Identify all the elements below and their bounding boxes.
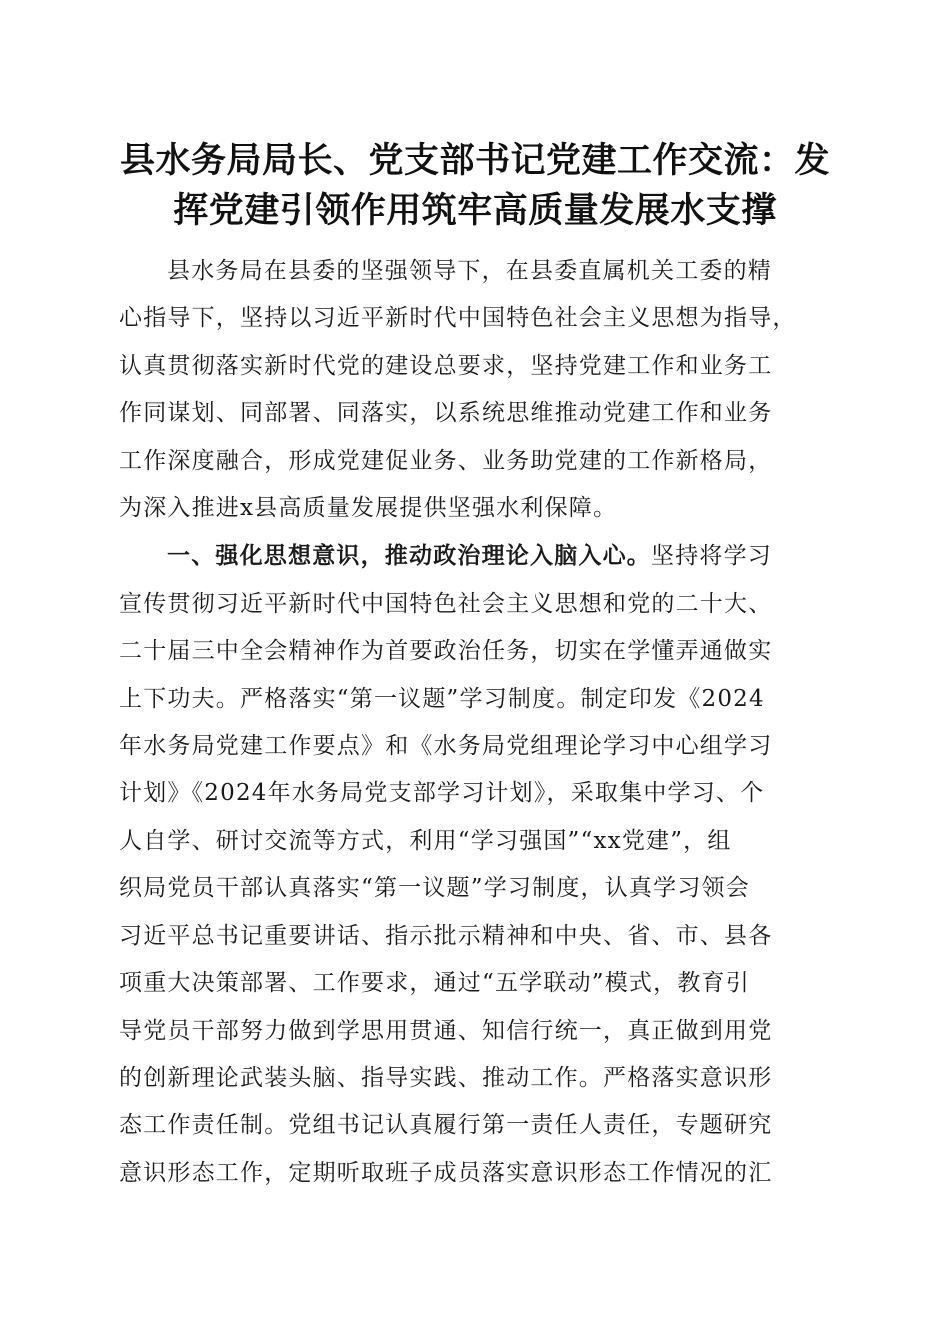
text-line: 年水务局党建工作要点》和《水务局党组理论学习中心组学习	[119, 733, 773, 760]
section-1-first-line-rest: 坚持将学习	[651, 543, 772, 570]
document-body	[119, 248, 829, 1197]
text-line: 计划》《2024年水务局党支部学习计划》，采取集中学习、个	[119, 780, 765, 807]
text-line: 县水务局在县委的坚强领导下，在县委直属机关工委的精	[167, 258, 772, 284]
text-line: 织局党员干部认真落实“第一议题”学习制度，认真学习领会	[119, 875, 750, 902]
text-line: 心指导下，坚持以习近平新时代中国特色社会主义思想为指导，	[119, 305, 797, 332]
document-title	[100, 136, 850, 236]
title-line-1: 县水务局局长、党支部书记党建工作交流：发	[119, 140, 830, 181]
text-line: 工作深度融合，形成党建促业务、业务助党建的工作新格局，	[119, 447, 773, 474]
section-1-paragraph	[119, 532, 829, 1197]
text-line: 宣传贯彻习近平新时代中国特色社会主义思想和党的二十大、	[119, 590, 773, 617]
text-line: 人自学、研讨交流等方式，利用“学习强国”“xx党建”，组	[119, 827, 732, 854]
text-line: 意识形态工作，定期听取班子成员落实意识形态工作情况的汇	[119, 1159, 773, 1186]
text-line: 项重大决策部署、工作要求，通过“五学联动”模式，教育引	[119, 970, 750, 997]
text-line: 为深入推进x县高质量发展提供坚强水利保障。	[119, 495, 618, 522]
intro-paragraph	[119, 248, 829, 532]
text-line: 习近平总书记重要讲话、指示批示精神和中央、省、市、县各	[119, 922, 773, 949]
text-line: 作同谋划、同部署、同落实，以系统思维推动党建工作和业务	[119, 400, 773, 427]
text-line: 认真贯彻落实新时代党的建设总要求，坚持党建工作和业务工	[119, 352, 773, 379]
text-line: 导党员干部努力做到学思用贯通、知信行统一，真正做到用党	[119, 1017, 773, 1044]
text-line: 二十届三中全会精神作为首要政治任务，切实在学懂弄通做实	[119, 638, 773, 665]
section-1-heading: 一、强化思想意识，推动政治理论入脑入心。	[167, 542, 651, 570]
text-line: 态工作责任制。党组书记认真履行第一责任人责任，专题研究	[119, 1112, 773, 1139]
section-1-first-line	[119, 532, 829, 580]
text-line: 的创新理论武装头脑、指导实践、推动工作。严格落实意识形	[119, 1064, 773, 1091]
text-line: 上下功夫。严格落实“第一议题”学习制度。制定印发《2024	[119, 685, 765, 712]
title-line-2: 挥党建引领作用筑牢高质量发展水支撑	[173, 190, 777, 231]
